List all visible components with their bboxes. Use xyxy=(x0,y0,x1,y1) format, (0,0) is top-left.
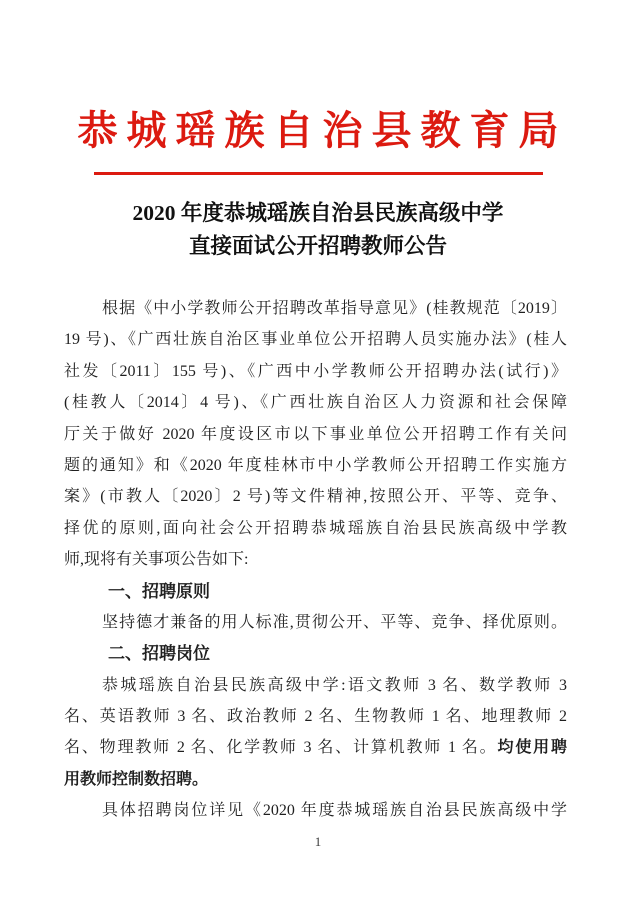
text-line: 具体招聘岗位详见《2020 年度恭城瑶族自治县民族高级中学 xyxy=(102,802,567,820)
page-number: 1 xyxy=(314,834,322,849)
text-line: 坚持德才兼备的用人标准,贯彻公开、平等、竞争、择优原则。 xyxy=(102,613,567,631)
section-heading: 一、招聘原则 xyxy=(108,581,210,601)
text-line: 恭城瑶族自治县民族高级中学:语文教师 3 名、数学教师 3 xyxy=(102,676,567,694)
text-line: 师,现将有关事项公告如下: xyxy=(64,551,249,569)
text-line: 择优的原则,面向社会公开招聘恭城瑶族自治县民族高级中学教 xyxy=(64,519,567,537)
text-line: 案》(市教人〔2020〕2 号)等文件精神,按照公开、平等、竞争、 xyxy=(64,488,567,506)
text-line: 名、英语教师 3 名、政治教师 2 名、生物教师 1 名、地理教师 2 xyxy=(64,708,567,726)
text-line: 19 号)、《广西壮族自治区事业单位公开招聘人员实施办法》(桂人 xyxy=(64,331,567,349)
text-line: (桂教人〔2014〕4 号)、《广西壮族自治区人力资源和社会保障 xyxy=(64,394,567,412)
text-line: 题的通知》和《2020 年度桂林市中小学教师公开招聘工作实施方 xyxy=(64,456,567,474)
document-title-line2: 直接面试公开招聘教师公告 xyxy=(188,234,447,258)
text-line: 用教师控制数招聘。 xyxy=(64,770,209,788)
document-title xyxy=(0,197,636,263)
text-run: 名、物理教师 2 名、化学教师 3 名、计算机教师 1 名。 xyxy=(64,739,498,757)
bold-text-run: 均使用聘 xyxy=(497,739,567,757)
section-heading: 二、招聘岗位 xyxy=(108,644,210,664)
text-line: 社发〔2011〕155 号)、《广西中小学教师公开招聘办法(试行)》 xyxy=(64,362,567,380)
document-title-line1: 2020 年度恭城瑶族自治县民族高级中学 xyxy=(132,201,504,225)
document-body xyxy=(64,293,567,827)
text-line xyxy=(64,732,567,763)
text-line: 根据《中小学教师公开招聘改革指导意见》(桂教规范〔2019〕 xyxy=(102,300,567,317)
text-line: 厅关于做好 2020 年度设区市以下事业单位公开招聘工作有关问 xyxy=(64,425,567,443)
letterhead-title: 恭城瑶族自治县教育局 xyxy=(77,108,568,153)
letterhead-divider xyxy=(94,172,543,175)
